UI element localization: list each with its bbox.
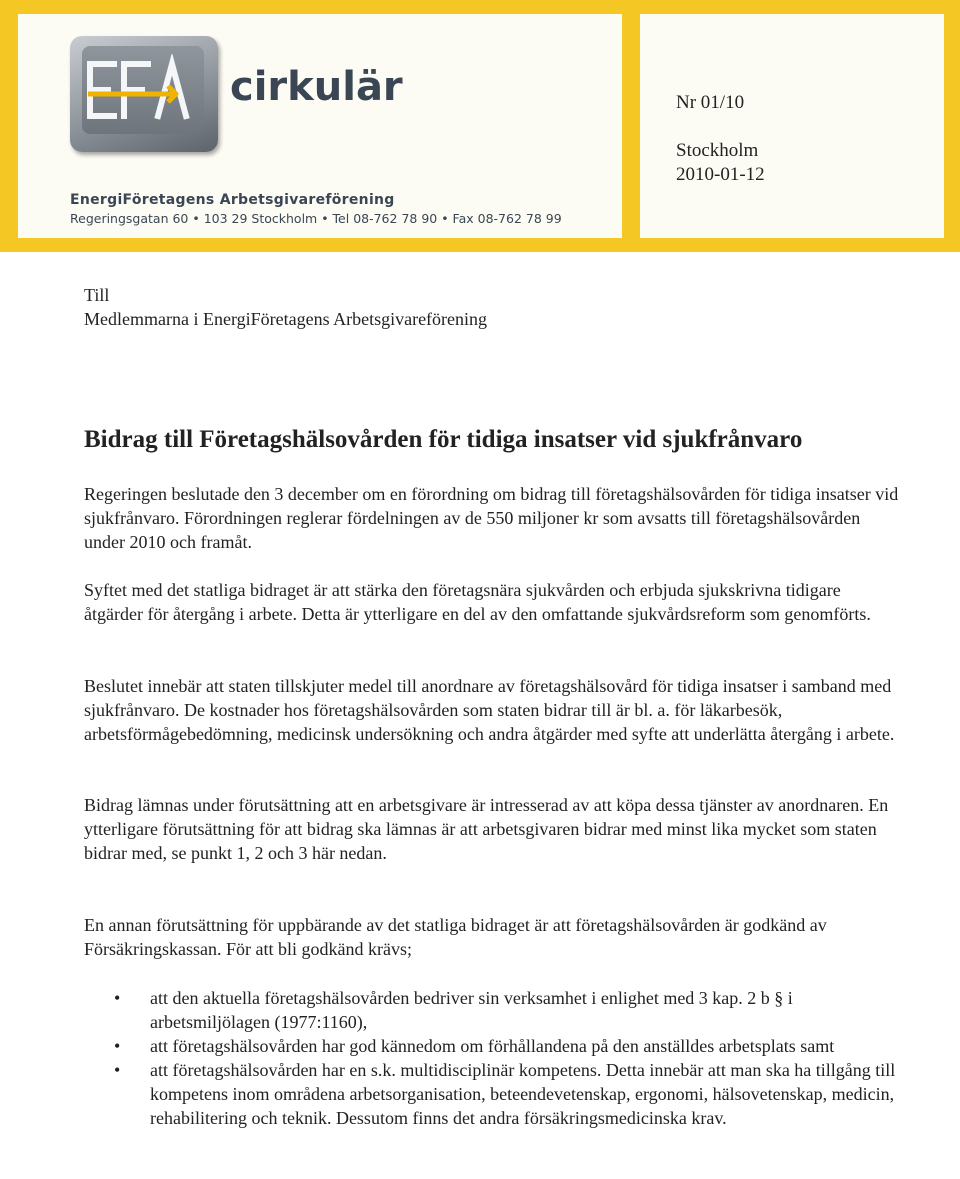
requirement-text: att företagshälsovården har god kännedom om förhållandena på den anställdes arbetsplats samt [150, 1036, 835, 1056]
efa-logo-key [70, 36, 218, 152]
circular-number: Nr 01/10 [676, 92, 745, 113]
recipient-label: Till [84, 285, 110, 305]
logo-panel [18, 14, 622, 238]
bullet-icon: • [114, 988, 121, 1008]
document-title: Bidrag till Företagshälsovården för tidiga insatser vid sjukfrånvaro [84, 426, 803, 453]
recipient-name: Medlemmarna i EnergiFöretagens Arbetsgivareförening [84, 309, 488, 329]
requirements-list [84, 986, 904, 1130]
logo-wordmark: cirkulär [230, 64, 403, 110]
requirement-text: att den aktuella företagshälsovården bedriver sin verksamhet i enlighet med 3 kap. 2 b § i arbetsmiljölagen (1977:1160), [150, 988, 793, 1032]
list-item [84, 1058, 904, 1130]
paragraph-3: Beslutet innebär att staten tillskjuter medel till anordnare av företagshälsovård för tidiga insatser i samband med sjukfrånvaro. De kostnader hos företagshälsovården som staten bidrar till är bl. a. för läkarbesök, arbetsförmågebedömning, medicinsk undersökning och andra åtgärder med syfte att underlätta återgång i arbete. [84, 676, 895, 744]
efa-logo-icon [84, 54, 204, 128]
list-item [84, 986, 904, 1034]
date: 2010-01-12 [676, 164, 765, 185]
organization-name: EnergiFöretagens Arbetsgivareförening [70, 192, 395, 208]
bullet-icon: • [114, 1060, 121, 1080]
paragraph-5: En annan förutsättning för uppbärande av det statliga bidraget är att företagshälsovården är godkänd av Försäkringskassan. För att bli godkänd krävs; [84, 915, 827, 959]
paragraph-2: Syftet med det statliga bidraget är att stärka den företagsnära sjukvården och erbjuda sjukskrivna tidigare åtgärder för återgång i arbete. Detta är ytterligare en del av den omfattande sjukvårdsreform som genomförts. [84, 580, 871, 624]
requirement-text: att företagshälsovården har en s.k. multidisciplinär kompetens. Detta innebär att man ska ha tillgång till kompetens inom områdena arbetsorganisation, beteendevetenskap, ergonomi, hälsovetenskap, medicin, rehabilitering och teknik. Dessutom finns det andra försäkringsmedicinska krav. [150, 1060, 896, 1128]
organization-address: Regeringsgatan 60 • 103 29 Stockholm • Tel 08-762 78 90 • Fax 08-762 78 99 [70, 211, 562, 226]
bullet-icon: • [114, 1036, 121, 1056]
circular-meta-panel [640, 14, 944, 238]
list-item [84, 1034, 904, 1058]
city: Stockholm [676, 140, 759, 161]
paragraph-4: Bidrag lämnas under förutsättning att en arbetsgivare är intresserad av att köpa dessa tjänster av anordnaren. En ytterligare förutsättning för att bidrag ska lämnas är att arbetsgivaren bidrar med minst lika mycket som staten bidrar med, se punkt 1, 2 och 3 här nedan. [84, 795, 889, 863]
letterhead [0, 0, 960, 252]
paragraph-1: Regeringen beslutade den 3 december om en förordning om bidrag till företagshälsovården för tidiga insatser vid sjukfrånvaro. Förordningen reglerar fördelningen av de 550 miljoner kr som avsatts till företagshälsovården under 2010 och framåt. [84, 484, 899, 552]
